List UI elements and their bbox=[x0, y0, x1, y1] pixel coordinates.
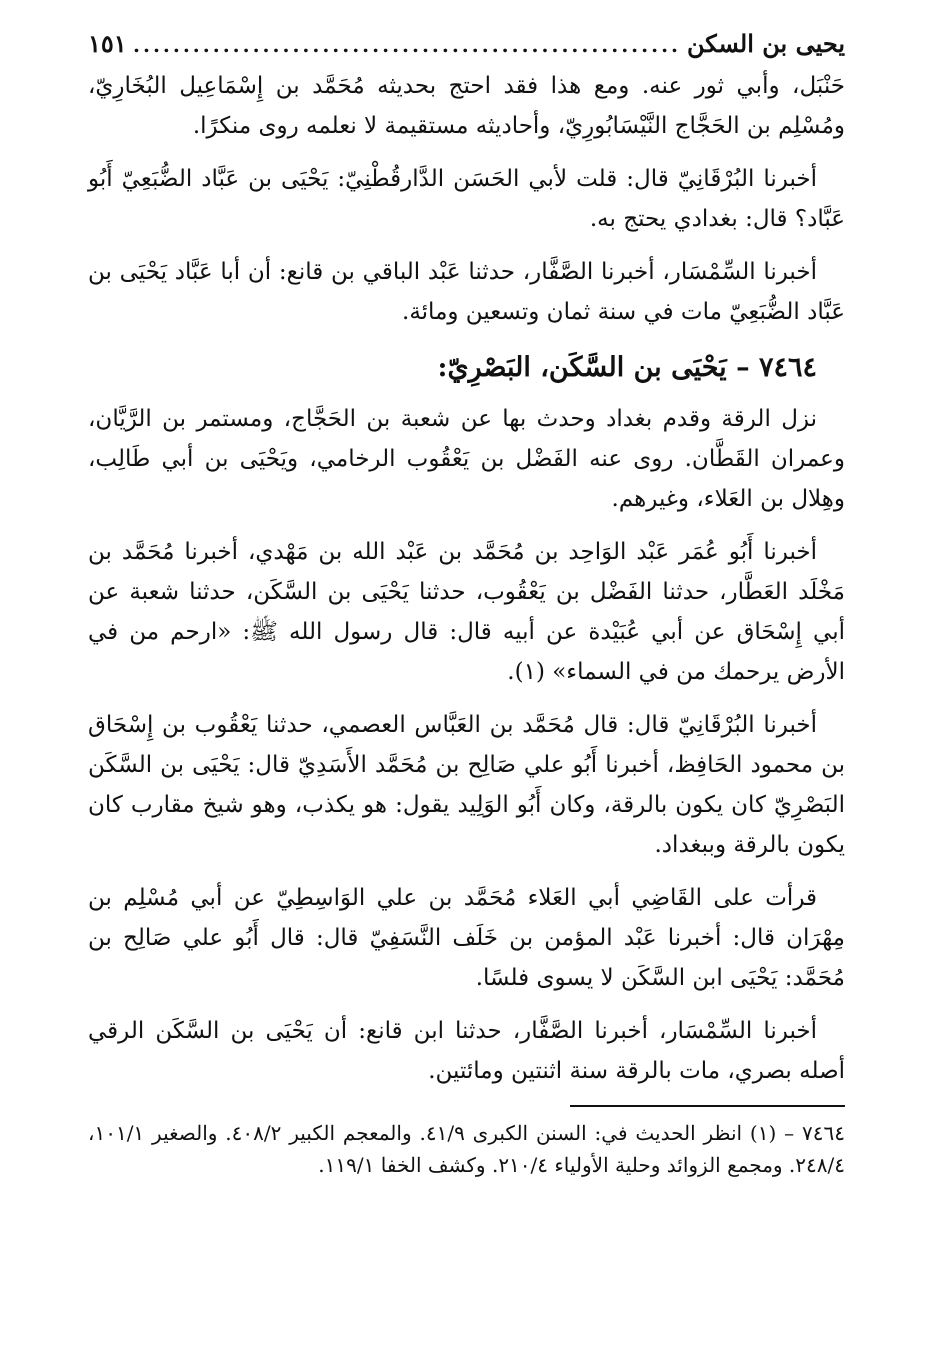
leader-dots bbox=[133, 23, 681, 67]
paragraph: أخبرنا البُرْقَانِيّ قال: قال مُحَمَّد بن العَبَّاس العصمي، حدثنا يَعْقُوب بن إِسْحَاق بن محمود الحَافِظ، أخبرنا أَبُو علي صَالِح بن مُحَمَّد الأَسَدِيّ قال: يَحْيَى بن السَّكَن البَصْرِيّ كان يكون بالرقة، وكان أَبُو الوَلِيد يقول: هو يكذب، وهو شيخ مقارب كان يكون بالرقة وببغداد. bbox=[88, 712, 845, 858]
footnote: ٧٤٦٤ – (١) انظر الحديث في: السنن الكبرى ٤١/٩. والمعجم الكبير ٤٠٨/٢. والصغير ١٠١/١، ٢٤٨/٤. ومجمع الزوائد وحلية الأولياء ٢١٠/٤. وكشف الخفا ١١٩/١. bbox=[88, 1121, 845, 1177]
paragraph: قرأت على القَاضِي أبي العَلاء مُحَمَّد بن علي الوَاسِطِيّ عن أبي مُسْلِم بن مِهْرَان قال: أخبرنا عَبْد المؤمن بن خَلَف النَّسَفِيّ قال: قال أَبُو علي صَالِح بن مُحَمَّد: يَحْيَى ابن السَّكَن لا يسوى فلسًا. bbox=[88, 885, 845, 991]
paragraph: نزل الرقة وقدم بغداد وحدث بها عن شعبة بن الحَجَّاج، ومستمر بن الرَّيَّان، وعمران القَطَّان. روى عنه الفَضْل بن يَعْقُوب الرخامي، ويَحْيَى بن أبي طَالِب، وهِلال بن العَلاء، وغيرهم. bbox=[88, 406, 845, 512]
book-page bbox=[88, 22, 845, 1181]
footnote-divider bbox=[570, 1105, 845, 1107]
paragraph: أخبرنا البُرْقَانِيّ قال: قلت لأبي الحَسَن الدَّارقُطْنِيّ: يَحْيَى بن عَبَّاد الضُّبَعِيّ أَبُو عَبَّاد؟ قال: بغدادي يحتج به. bbox=[88, 166, 845, 232]
paragraph: أخبرنا أَبُو عُمَر عَبْد الوَاحِد بن مُحَمَّد بن عَبْد الله بن مَهْدي، أخبرنا مُحَمَّد بن مَخْلَد العَطَّار، حدثنا الفَضْل بن يَعْقُوب، حدثنا يَحْيَى بن السَّكَن، حدثنا شعبة عن أبي إِسْحَاق عن أبي عُبَيْدة عن أبيه قال: قال رسول الله ﷺ: «ارحم من في الأرض يرحمك من في السماء» (١). bbox=[88, 539, 845, 685]
paragraph: حَنْبَل، وأبي ثور عنه. ومع هذا فقد احتج بحديثه مُحَمَّد بن إِسْمَاعِيل البُخَارِيّ، ومُسْلِم بن الحَجَّاج النَّيْسَابُورِيّ، وأحاديثه مستقيمة لا نعلمه روى منكرًا. bbox=[88, 73, 845, 139]
entry-title: ٧٤٦٤ – يَحْيَى بن السَّكَن، البَصْرِيّ: bbox=[437, 352, 817, 383]
page-header bbox=[88, 22, 845, 66]
paragraph: أخبرنا السِّمْسَار، أخبرنا الصَّفَّار، حدثنا عَبْد الباقي بن قانع: أن أبا عَبَّاد يَحْيَى بن عَبَّاد الضُّبَعِيّ مات في سنة ثمان وتسعين ومائة. bbox=[88, 259, 845, 325]
page-number: ١٥١ bbox=[88, 29, 127, 58]
running-title: يحيى بن السكن bbox=[687, 29, 845, 58]
paragraph: أخبرنا السِّمْسَار، أخبرنا الصَّفَّار، حدثنا ابن قانع: أن يَحْيَى بن السَّكَن الرقي أصله بصري، مات بالرقة سنة اثنتين ومائتين. bbox=[88, 1018, 845, 1084]
